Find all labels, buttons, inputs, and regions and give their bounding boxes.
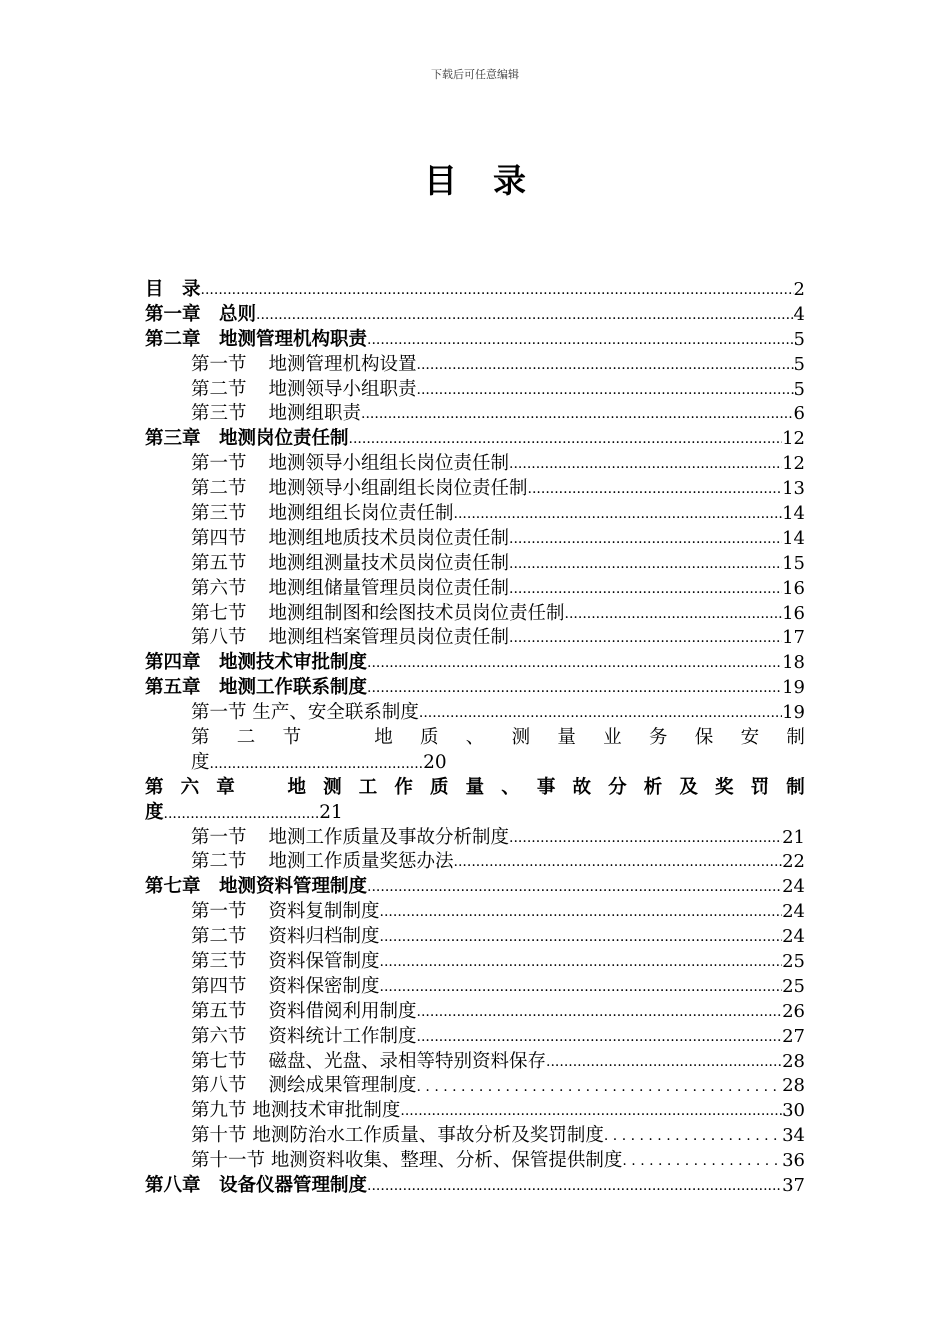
char: 作 [394, 776, 413, 798]
section-number: 第七节 [191, 1050, 247, 1072]
section-number: 第三节 [191, 503, 247, 524]
section-number: 第五节 [191, 552, 247, 574]
toc-label: 地测组组长岗位责任制 [268, 503, 454, 524]
toc-label: 第三章 地测岗位责任制 [145, 428, 349, 450]
leader-dots [380, 950, 783, 975]
toc-entry-section[interactable] [145, 1075, 805, 1100]
char: 质 [430, 776, 449, 798]
leader-dots [419, 701, 782, 726]
char: 量 [465, 776, 485, 798]
leader-dots [400, 1099, 782, 1124]
toc-page: 13 [782, 478, 805, 500]
toc-entry-section[interactable] [145, 1025, 805, 1050]
toc-label: 地测领导小组副组长岗位责任制 [268, 478, 528, 500]
toc-entry-section[interactable] [145, 1099, 805, 1124]
toc-page: 37 [782, 1175, 805, 1197]
char: 业 [603, 727, 622, 749]
toc-label: 第五章 地测工作联系制度 [145, 677, 368, 699]
toc-page: 21 [319, 801, 343, 823]
toc-entry-section[interactable] [145, 626, 805, 651]
toc-entry-contents[interactable] [145, 278, 805, 303]
section-number: 第三节 [191, 403, 247, 425]
toc-page: 4 [793, 303, 805, 325]
section-number: 第七节 [191, 602, 247, 624]
section-number: 第一节 [191, 901, 247, 923]
leader-dots [367, 676, 782, 701]
section-number: 第二节 [191, 478, 247, 500]
leader-dots: ................................... [163, 805, 320, 822]
leader-dots [380, 975, 783, 1000]
toc-page: 5 [793, 328, 805, 350]
toc-entry-section[interactable] [145, 452, 805, 477]
toc-page: 19 [782, 677, 805, 699]
toc-label: 地测组储量管理员岗位责任制 [268, 577, 510, 599]
toc-entry-chapter-7[interactable] [145, 875, 805, 900]
toc-label: 第八章 设备仪器管理制度 [145, 1175, 368, 1197]
leader-dots [417, 1075, 783, 1100]
toc-page: 14 [782, 503, 805, 524]
toc-page: 28 [782, 1075, 805, 1097]
toc-label: 地测组制图和绘图技术员岗位责任制 [268, 602, 565, 624]
char [252, 776, 271, 801]
toc-label: 地测工作质量奖惩办法 [268, 851, 454, 873]
section-number: 第二节 [191, 851, 247, 873]
toc-entry-chapter-4[interactable] [145, 651, 805, 676]
toc-entry-section[interactable] [145, 925, 805, 950]
char: 地 [287, 776, 307, 798]
toc-label-tail: 度 [145, 801, 164, 823]
toc-entry-chapter-5[interactable] [145, 676, 805, 701]
toc-label: 第十一节 地测资料收集、整理、分析、保管提供制度 [191, 1150, 623, 1172]
toc-entry-section[interactable] [145, 701, 805, 726]
toc-page: 16 [782, 577, 805, 599]
leader-dots [509, 452, 782, 477]
toc-entry-section[interactable] [145, 552, 805, 577]
toc-page: 28 [782, 1050, 805, 1072]
toc-label: 第十节 地测防治水工作质量、事故分析及奖罚制度 [191, 1125, 604, 1147]
char: 安 [740, 727, 760, 749]
char: 量 [557, 727, 576, 749]
toc-page: 24 [782, 926, 805, 948]
char: 六 [180, 776, 200, 798]
leader-dots [417, 1025, 783, 1050]
char: 奖 [715, 776, 734, 798]
leader-dots [201, 278, 794, 303]
char: 保 [694, 727, 714, 749]
leader-dots [509, 527, 782, 552]
section-number: 第八节 [191, 627, 247, 649]
leader-dots [509, 577, 782, 602]
toc-page: 20 [423, 751, 447, 773]
char: 章 [216, 776, 235, 798]
toc-entry-section[interactable] [145, 1000, 805, 1025]
char: 第 [145, 776, 164, 798]
leader-dots [417, 353, 794, 378]
toc-label: 第九节 地测技术审批制度 [191, 1100, 401, 1122]
toc-label: 资料统计工作制度 [268, 1025, 417, 1047]
toc-page: 14 [782, 527, 805, 549]
char: 制 [786, 727, 805, 749]
leader-dots [349, 427, 783, 452]
toc-label: 地测管理机构设置 [268, 353, 417, 375]
char: 制 [786, 776, 805, 798]
leader-dots: ................................................ [209, 755, 424, 772]
justified-line [145, 776, 805, 801]
char: 故 [572, 776, 592, 798]
toc-page: 26 [782, 1000, 805, 1022]
toc-entry-section[interactable] [145, 353, 805, 378]
section-number: 第二节 [191, 926, 247, 948]
char: 工 [358, 776, 378, 798]
toc-page: 24 [782, 876, 805, 898]
page-title: 目录 [424, 161, 562, 200]
toc-label: 第四章 地测技术审批制度 [145, 652, 368, 674]
toc-label: 资料保管制度 [268, 951, 380, 973]
leader-dots [546, 1050, 782, 1075]
char: 罚 [750, 776, 770, 798]
leader-dots [528, 477, 783, 502]
toc-entry-section-wrapped[interactable] [145, 726, 805, 776]
leader-dots [417, 1000, 783, 1025]
toc-label: 地测组测量技术员岗位责任制 [268, 552, 510, 574]
wrapped-line [145, 801, 805, 826]
toc-label: 资料保密制度 [268, 975, 380, 997]
toc-page: 2 [793, 278, 805, 300]
leader-dots [454, 850, 783, 875]
toc-entry-chapter-8[interactable] [145, 1174, 805, 1199]
toc-label: 地测领导小组组长岗位责任制 [268, 453, 510, 475]
char: 地 [374, 727, 393, 749]
toc-label: 资料归档制度 [268, 926, 380, 948]
section-number: 第三节 [191, 951, 247, 973]
toc-label: 第七章 地测资料管理制度 [145, 876, 368, 898]
toc-label: 资料复制制度 [268, 901, 380, 923]
char [328, 726, 347, 751]
char: 质 [419, 727, 439, 749]
leader-dots [380, 925, 783, 950]
leader-dots [367, 1174, 782, 1199]
toc-page: 36 [782, 1150, 805, 1172]
toc-page: 21 [782, 826, 805, 848]
leader-dots [380, 900, 783, 925]
char: 务 [648, 727, 668, 749]
toc-entry-section[interactable] [145, 602, 805, 627]
toc-entry-section[interactable] [145, 850, 805, 875]
char: 二 [236, 727, 256, 749]
toc-entry-section[interactable] [145, 826, 805, 851]
toc-page: 17 [782, 627, 805, 649]
toc-label: 磁盘、光盘、录相等特别资料保存 [268, 1050, 547, 1072]
toc-page: 24 [782, 901, 805, 923]
toc-entry-section[interactable] [145, 577, 805, 602]
toc-entry-chapter-2[interactable] [145, 328, 805, 353]
toc-entry-section[interactable] [145, 527, 805, 552]
wrapped-line [191, 751, 805, 776]
toc-page: 16 [782, 602, 805, 624]
toc-page: 12 [782, 453, 805, 475]
toc-entry-section[interactable] [145, 1124, 805, 1149]
char: 分 [608, 776, 627, 798]
leader-dots [604, 1124, 782, 1149]
toc-label: 地测领导小组职责 [268, 378, 417, 400]
leader-dots [509, 826, 782, 851]
char: 测 [511, 727, 531, 749]
toc-page: 15 [782, 552, 805, 574]
section-number: 第四节 [191, 527, 247, 549]
toc-label: 第一章 总则 [145, 303, 257, 325]
toc-page: 6 [793, 403, 805, 425]
toc-entry-section[interactable] [145, 402, 805, 427]
section-number: 第一节 [191, 453, 247, 475]
toc-label: 第一节 生产、安全联系制度 [191, 702, 419, 724]
toc-label: 地测组职责 [268, 403, 362, 425]
toc-page: 25 [782, 951, 805, 973]
section-number: 第八节 [191, 1075, 247, 1097]
char: 节 [282, 727, 302, 749]
toc-label: 地测工作质量及事故分析制度 [268, 826, 510, 848]
toc-page: 5 [793, 353, 805, 375]
toc-page: 5 [793, 378, 805, 400]
section-number: 第四节 [191, 975, 247, 997]
leader-dots [417, 378, 794, 403]
leader-dots [367, 875, 782, 900]
toc-entry-section[interactable] [145, 950, 805, 975]
toc-page: 22 [782, 851, 805, 873]
char: 事 [536, 776, 556, 798]
toc-label: 第二章 地测管理机构职责 [145, 328, 368, 350]
toc-entry-section[interactable] [145, 502, 805, 527]
leader-dots [509, 552, 782, 577]
leader-dots [367, 651, 782, 676]
char: 第 [191, 727, 210, 749]
toc-page: 25 [782, 975, 805, 997]
section-number: 第五节 [191, 1000, 247, 1022]
toc-label: 资料借阅利用制度 [268, 1000, 417, 1022]
toc-page: 30 [782, 1100, 805, 1122]
char: 、 [501, 776, 520, 798]
toc-entry-chapter-3[interactable] [145, 427, 805, 452]
toc-entry-section[interactable] [145, 378, 805, 403]
toc-entry-section[interactable] [145, 900, 805, 925]
leader-dots [622, 1149, 782, 1174]
leader-dots [367, 328, 794, 353]
toc-label-tail: 度 [191, 751, 210, 773]
char: 及 [679, 776, 698, 798]
toc-label: 地测组地质技术员岗位责任制 [268, 527, 510, 549]
section-number: 第一节 [191, 353, 247, 375]
toc-page: 12 [782, 428, 805, 450]
toc-label: 地测组档案管理员岗位责任制 [268, 627, 510, 649]
toc-entry-section[interactable] [145, 975, 805, 1000]
char: 析 [643, 776, 663, 798]
header-note: 下载后可任意编辑 [431, 68, 519, 81]
table-of-contents [145, 278, 805, 1199]
char: 、 [465, 727, 485, 749]
leader-dots [256, 303, 794, 328]
toc-page: 19 [782, 702, 805, 724]
section-number: 第六节 [191, 577, 247, 599]
toc-label: 测绘成果管理制度 [268, 1075, 417, 1097]
toc-page: 18 [782, 652, 805, 674]
toc-page: 27 [782, 1025, 805, 1047]
leader-dots [565, 602, 783, 627]
toc-label: 目 录 [145, 278, 201, 300]
toc-entry-chapter-1[interactable] [145, 303, 805, 328]
toc-entry-section[interactable] [145, 477, 805, 502]
toc-entry-chapter-6[interactable] [145, 776, 805, 826]
leader-dots [454, 502, 783, 527]
section-number: 第六节 [191, 1025, 247, 1047]
toc-entry-section[interactable] [145, 1149, 805, 1174]
section-number: 第一节 [191, 826, 247, 848]
section-number: 第二节 [191, 378, 247, 400]
leader-dots [361, 402, 794, 427]
toc-page: 34 [782, 1125, 805, 1147]
justified-line [191, 726, 805, 751]
toc-entry-section[interactable] [145, 1050, 805, 1075]
leader-dots [509, 626, 782, 651]
char: 测 [323, 776, 342, 798]
